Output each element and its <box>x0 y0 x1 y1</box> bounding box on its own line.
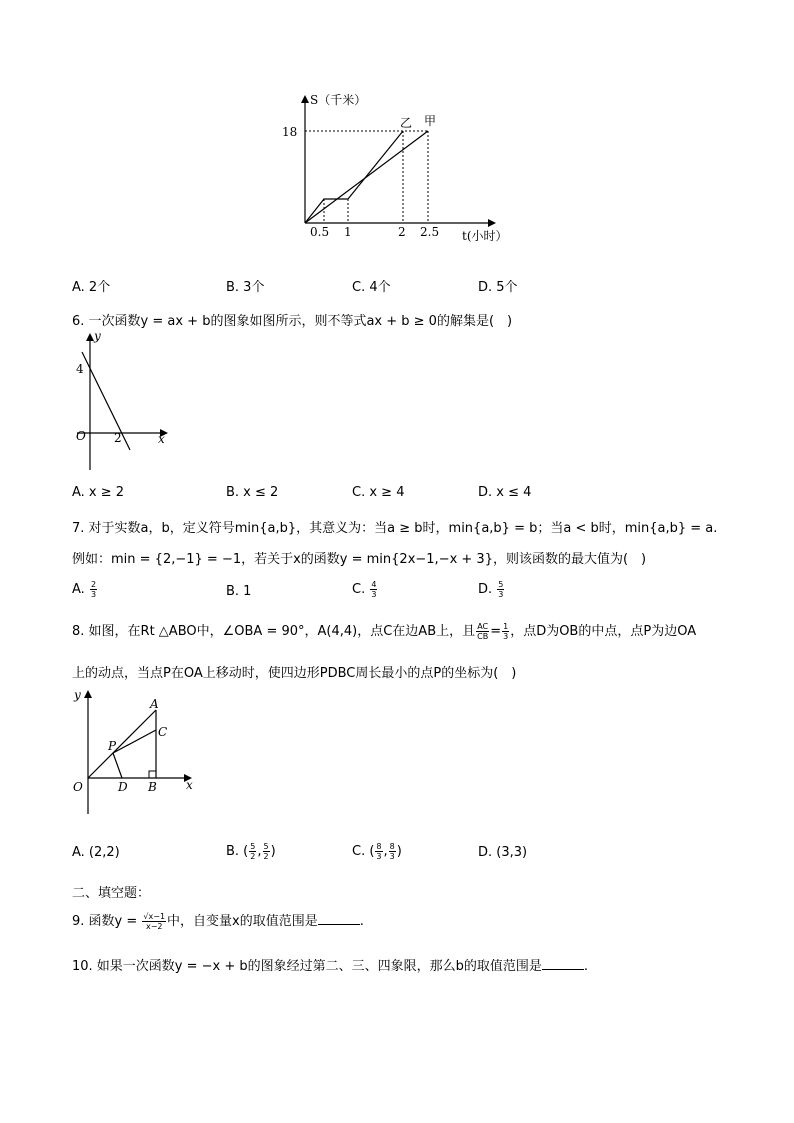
label-jia: 甲 <box>424 114 437 128</box>
tick-2: 2 <box>398 225 406 239</box>
x-label: x <box>158 432 165 446</box>
q8-option-b[interactable]: B. ( $\frac{5}{2}$ , $\frac{5}{2}$ ) <box>226 842 276 861</box>
tick-1: 1 <box>344 225 352 239</box>
q7-line2: 例如：min = {2,−1} = −1，若关于x的函数y = min{2x−1,−x + 3}，则该函数的最大值为( ) <box>72 552 647 567</box>
y-label: y <box>74 688 81 702</box>
tick-18: 18 <box>282 125 298 139</box>
segment-oa <box>88 710 156 778</box>
line-yi <box>305 131 403 223</box>
y-axis-arrow <box>84 690 92 698</box>
q8-option-c[interactable]: C. ( $\frac{8}{3}$ , $\frac{8}{3}$ ) <box>352 842 402 861</box>
segment-pc <box>113 730 156 753</box>
q7-option-d[interactable]: D. $\frac{5}{3}$ <box>478 580 504 599</box>
origin-label: O <box>73 780 83 794</box>
segment-pd <box>113 753 122 778</box>
linear-function-graph <box>72 330 172 475</box>
y-axis-arrow <box>301 95 309 103</box>
label-p: P <box>108 739 117 753</box>
label-c: C <box>158 725 168 739</box>
triangle-graph <box>70 686 200 821</box>
q6-option-d[interactable]: D. x ≤ 4 <box>478 485 532 500</box>
function-line <box>82 352 130 450</box>
right-angle-mark <box>149 771 156 778</box>
q7-option-b[interactable]: B. 1 <box>226 584 252 599</box>
label-yi: 乙 <box>400 116 413 130</box>
q6-option-b[interactable]: B. x ≤ 2 <box>226 485 279 500</box>
x-label: x <box>186 778 193 792</box>
q6-option-c[interactable]: C. x ≥ 4 <box>352 485 405 500</box>
q6-text: 6. 一次函数y = ax + b的图象如图所示，则不等式ax + b ≥ 0的解集是( ) <box>72 314 513 329</box>
distance-time-graph <box>270 90 520 250</box>
tick-25: 2.5 <box>420 225 440 239</box>
y-axis-label: S（千米） <box>310 93 367 107</box>
q8-option-d[interactable]: D. (3,3) <box>478 845 528 860</box>
q10-answer-blank[interactable] <box>542 957 584 970</box>
intercept-4: 4 <box>76 362 84 376</box>
label-a: A <box>150 697 159 711</box>
q5-option-c[interactable]: C. 4个 <box>352 280 391 295</box>
q6-option-a[interactable]: A. x ≥ 2 <box>72 485 125 500</box>
q8-line1: 8. 如图，在Rt △ABO中，∠OBA = 90°，A(4,4)，点C在边AB上，且 $\frac{AC}{CB}$ = $\frac{1}{3}$ ，点D为OB的中点，点P为边OA <box>72 622 697 641</box>
label-b: B <box>148 780 157 794</box>
q7-option-a[interactable]: A. $\frac{2}{3}$ <box>72 580 97 599</box>
label-d: D <box>118 780 128 794</box>
tick-05: 0.5 <box>310 225 330 239</box>
line-jia <box>305 131 428 223</box>
intercept-2: 2 <box>114 431 122 445</box>
q5-option-b[interactable]: B. 3个 <box>226 280 265 295</box>
q9-text: 9. 函数y = $\frac{√x-1}{x-2}$ 中，自变量x的取值范围是 . <box>72 912 364 931</box>
q5-option-a[interactable]: A. 2个 <box>72 280 111 295</box>
section-heading: 二、填空题： <box>72 886 151 901</box>
q7-option-c[interactable]: C. $\frac{4}{3}$ <box>352 580 377 599</box>
q8-option-a[interactable]: A. (2,2) <box>72 845 120 860</box>
x-axis-arrow <box>488 219 496 227</box>
q8-line2: 上的动点，当点P在OA上移动时，使四边形PDBC周长最小的点P的坐标为( ) <box>72 666 517 681</box>
q10-text: 10. 如果一次函数y = −x + b的图象经过第二、三、四象限，那么b的取值范围是 . <box>72 959 589 974</box>
origin-label: O <box>76 429 86 443</box>
q7-line1: 7. 对于实数a，b，定义符号min{a,b}，其意义为：当a ≥ b时，min{a,b} = b；当a < b时，min{a,b} = a. <box>72 521 718 536</box>
y-label: y <box>94 330 101 343</box>
x-axis-label: t(小时） <box>462 229 508 243</box>
q9-answer-blank[interactable] <box>318 912 360 925</box>
y-axis-arrow <box>86 333 94 341</box>
q5-option-d[interactable]: D. 5个 <box>478 280 518 295</box>
